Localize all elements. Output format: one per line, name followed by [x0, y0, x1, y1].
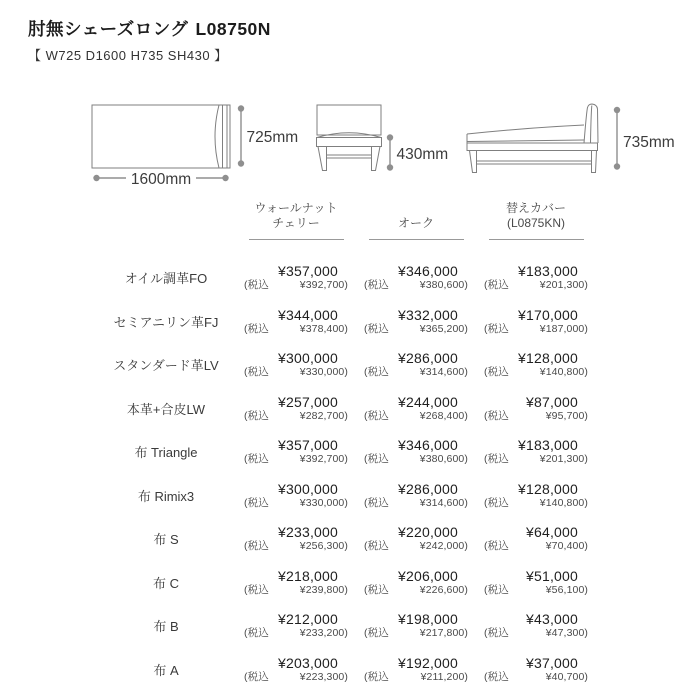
- tax-prefix: (税込: [484, 409, 509, 422]
- price-cell: [356, 350, 476, 379]
- tax-included-price: [484, 671, 588, 684]
- price-cell: [236, 524, 356, 553]
- tax-amount: ¥40,700): [545, 670, 588, 683]
- price-cell: [236, 394, 356, 423]
- column-header-line: 替えカバー: [505, 201, 566, 215]
- dimension-dot: [93, 175, 99, 181]
- dimension-dot: [387, 164, 393, 170]
- price-value: ¥357,000: [278, 437, 338, 454]
- tax-prefix: (税込: [244, 279, 269, 292]
- price-value: ¥128,000: [518, 480, 578, 497]
- tax-prefix: (税込: [244, 540, 269, 553]
- tax-included-price: [484, 627, 588, 640]
- tax-included-price: [364, 584, 468, 597]
- tax-included-price: [484, 366, 588, 379]
- price-cell: [236, 263, 356, 292]
- side-view-drawing: [467, 104, 675, 173]
- tax-prefix: (税込: [244, 322, 269, 335]
- front-view-drawing: [317, 105, 449, 171]
- price-cell: [356, 263, 476, 292]
- tax-included-price: [364, 279, 468, 292]
- top-view-drawing: [92, 105, 298, 188]
- material-label: 本革+合皮LW: [126, 401, 206, 417]
- column-header-replacement-cover: [476, 201, 596, 240]
- price-value: ¥218,000: [278, 567, 338, 584]
- price-value: ¥344,000: [278, 306, 338, 323]
- price-rows: [96, 256, 596, 691]
- price-cell: [476, 481, 596, 510]
- tax-amount: ¥187,000): [539, 322, 588, 335]
- price-value: ¥357,000: [278, 263, 338, 280]
- technical-drawings: [0, 0, 700, 200]
- price-cell: [356, 568, 476, 597]
- price-cell: [476, 568, 596, 597]
- tax-amount: ¥256,300): [299, 540, 348, 553]
- tax-prefix: (税込: [244, 496, 269, 509]
- dimension-dot: [222, 175, 228, 181]
- price-cell: [476, 655, 596, 684]
- table-row: [96, 343, 596, 387]
- tax-amount: ¥201,300): [539, 279, 588, 292]
- price-cell: [356, 655, 476, 684]
- column-header-walnut-cherry: [236, 201, 356, 240]
- tax-amount: ¥239,800): [299, 583, 348, 596]
- price-cell: [476, 611, 596, 640]
- price-value: ¥43,000: [525, 611, 578, 628]
- price-value: ¥332,000: [398, 306, 458, 323]
- table-row: [96, 430, 596, 474]
- tax-amount: ¥47,300): [545, 627, 588, 640]
- material-label: オイル調革FO: [124, 271, 208, 287]
- tax-prefix: (税込: [484, 540, 509, 553]
- price-value: ¥192,000: [398, 654, 458, 671]
- tax-prefix: (税込: [484, 496, 509, 509]
- price-value: ¥170,000: [518, 306, 578, 323]
- material-label: 布 S: [153, 532, 179, 548]
- material-label: 布 Rimix3: [137, 488, 195, 504]
- price-value: ¥37,000: [525, 654, 578, 671]
- material-label: 布 B: [153, 619, 179, 635]
- tax-included-price: [364, 410, 468, 423]
- tax-amount: ¥140,800): [539, 366, 588, 379]
- column-header-line: (L0875KN): [506, 216, 566, 230]
- tax-amount: ¥282,700): [299, 409, 348, 422]
- tax-prefix: (税込: [244, 453, 269, 466]
- tax-prefix: (税込: [484, 279, 509, 292]
- tax-included-price: [484, 497, 588, 510]
- tax-included-price: [484, 584, 588, 597]
- tax-prefix: (税込: [484, 322, 509, 335]
- price-cell: [356, 611, 476, 640]
- tax-included-price: [244, 584, 348, 597]
- tax-amount: ¥211,200): [420, 670, 468, 683]
- tax-amount: ¥226,600): [419, 583, 468, 596]
- material-label: スタンダード革LV: [113, 358, 219, 374]
- tax-included-price: [364, 366, 468, 379]
- tax-included-price: [364, 671, 468, 684]
- tax-amount: ¥378,400): [299, 322, 348, 335]
- price-cell: [476, 263, 596, 292]
- price-cell: [236, 437, 356, 466]
- price-cell: [476, 394, 596, 423]
- tax-included-price: [244, 497, 348, 510]
- tax-amount: ¥201,300): [539, 453, 588, 466]
- tax-prefix: (税込: [364, 409, 389, 422]
- column-header-line: ウォールナット: [254, 201, 338, 215]
- tax-amount: ¥314,600): [419, 496, 468, 509]
- price-value: ¥300,000: [278, 350, 338, 367]
- price-cell: [236, 655, 356, 684]
- price-cell: [236, 307, 356, 336]
- tax-prefix: (税込: [364, 453, 389, 466]
- price-value: ¥206,000: [398, 567, 458, 584]
- tax-amount: ¥392,700): [299, 279, 348, 292]
- table-row: [96, 387, 596, 431]
- material-label: 布 A: [153, 662, 179, 678]
- tax-amount: ¥233,200): [299, 627, 348, 640]
- price-value: ¥300,000: [278, 480, 338, 497]
- column-underline: [249, 239, 344, 240]
- tax-amount: ¥380,600): [419, 453, 468, 466]
- column-header-line: オーク: [397, 216, 434, 230]
- price-value: ¥220,000: [398, 524, 458, 541]
- tax-prefix: (税込: [484, 670, 509, 683]
- dimension-dot: [614, 107, 620, 113]
- price-value: ¥183,000: [518, 263, 578, 280]
- price-cell: [476, 524, 596, 553]
- table-row: [96, 474, 596, 518]
- tax-prefix: (税込: [244, 366, 269, 379]
- tax-included-price: [244, 410, 348, 423]
- height-dimension-label: 735mm: [623, 134, 675, 151]
- tax-amount: ¥330,000): [299, 366, 348, 379]
- tax-included-price: [484, 453, 588, 466]
- tax-included-price: [244, 627, 348, 640]
- tax-prefix: (税込: [244, 583, 269, 596]
- tax-prefix: (税込: [244, 670, 269, 683]
- price-value: ¥128,000: [518, 350, 578, 367]
- material-label: 布 Triangle: [134, 445, 198, 461]
- tax-amount: ¥365,200): [419, 322, 468, 335]
- tax-included-price: [244, 453, 348, 466]
- tax-amount: ¥380,600): [419, 279, 468, 292]
- price-value: ¥64,000: [525, 524, 578, 541]
- tax-amount: ¥217,800): [419, 627, 468, 640]
- price-value: ¥183,000: [518, 437, 578, 454]
- dimension-dot: [614, 163, 620, 169]
- price-table-header: [236, 201, 596, 240]
- tax-amount: ¥223,300): [299, 670, 348, 683]
- price-cell: [476, 350, 596, 379]
- tax-prefix: (税込: [364, 627, 389, 640]
- price-value: ¥244,000: [398, 393, 458, 410]
- price-cell: [356, 524, 476, 553]
- dimension-dot: [387, 134, 393, 140]
- material-label: セミアニリン革FJ: [113, 314, 219, 330]
- tax-included-price: [244, 323, 348, 336]
- tax-included-price: [244, 366, 348, 379]
- size-spec: 【 W725 D1600 H735 SH430 】: [28, 48, 228, 63]
- price-cell: [476, 437, 596, 466]
- table-row: [96, 604, 596, 648]
- tax-included-price: [244, 671, 348, 684]
- tax-prefix: (税込: [364, 670, 389, 683]
- tax-amount: ¥268,400): [419, 409, 468, 422]
- price-value: ¥203,000: [278, 654, 338, 671]
- tax-amount: ¥56,100): [545, 583, 588, 596]
- price-value: ¥286,000: [398, 480, 458, 497]
- price-cell: [236, 350, 356, 379]
- seat-height-dimension-label: 430mm: [396, 146, 449, 163]
- tax-included-price: [364, 453, 468, 466]
- tax-prefix: (税込: [484, 366, 509, 379]
- tax-prefix: (税込: [244, 409, 269, 422]
- tax-amount: ¥70,400): [545, 540, 588, 553]
- price-value: ¥198,000: [398, 611, 458, 628]
- price-cell: [356, 394, 476, 423]
- column-header-oak: [356, 206, 476, 240]
- column-header-line: チェリー: [272, 216, 320, 230]
- price-value: ¥346,000: [398, 437, 458, 454]
- depth-dimension-label: 725mm: [246, 129, 299, 146]
- dimension-dot: [238, 105, 244, 111]
- tax-included-price: [364, 627, 468, 640]
- dimension-dot: [238, 160, 244, 166]
- column-underline: [489, 239, 584, 240]
- tax-prefix: (税込: [484, 627, 509, 640]
- price-value: ¥346,000: [398, 263, 458, 280]
- tax-amount: ¥95,700): [545, 409, 588, 422]
- price-cell: [356, 307, 476, 336]
- tax-included-price: [484, 410, 588, 423]
- model-number: L08750N: [195, 19, 271, 39]
- tax-prefix: (税込: [364, 279, 389, 292]
- price-cell: [236, 611, 356, 640]
- tax-included-price: [364, 323, 468, 336]
- price-value: ¥233,000: [278, 524, 338, 541]
- width-dimension-label: 1600mm: [130, 171, 192, 188]
- table-row: [96, 517, 596, 561]
- tax-included-price: [364, 540, 468, 553]
- tax-prefix: (税込: [484, 453, 509, 466]
- tax-prefix: (税込: [364, 583, 389, 596]
- material-label: 布 C: [152, 575, 179, 591]
- product-name: 肘無シェーズロング: [28, 19, 189, 39]
- column-underline: [369, 239, 464, 240]
- price-value: ¥257,000: [278, 393, 338, 410]
- table-row: [96, 256, 596, 300]
- price-cell: [236, 481, 356, 510]
- tax-included-price: [484, 323, 588, 336]
- table-row: [96, 300, 596, 344]
- tax-prefix: (税込: [364, 322, 389, 335]
- tax-included-price: [364, 497, 468, 510]
- tax-included-price: [484, 279, 588, 292]
- price-cell: [356, 437, 476, 466]
- tax-prefix: (税込: [364, 366, 389, 379]
- tax-included-price: [244, 279, 348, 292]
- price-value: ¥51,000: [525, 567, 578, 584]
- price-cell: [476, 307, 596, 336]
- tax-prefix: (税込: [364, 496, 389, 509]
- tax-amount: ¥314,600): [419, 366, 468, 379]
- price-cell: [356, 481, 476, 510]
- table-row: [96, 561, 596, 605]
- tax-amount: ¥242,000): [419, 540, 468, 553]
- tax-prefix: (税込: [364, 540, 389, 553]
- price-cell: [236, 568, 356, 597]
- tax-amount: ¥330,000): [299, 496, 348, 509]
- price-value: ¥212,000: [278, 611, 338, 628]
- price-value: ¥87,000: [525, 393, 578, 410]
- tax-amount: ¥140,800): [539, 496, 588, 509]
- tax-prefix: (税込: [244, 627, 269, 640]
- table-row: [96, 648, 596, 692]
- tax-included-price: [484, 540, 588, 553]
- tax-amount: ¥392,700): [299, 453, 348, 466]
- price-value: ¥286,000: [398, 350, 458, 367]
- tax-prefix: (税込: [484, 583, 509, 596]
- tax-included-price: [244, 540, 348, 553]
